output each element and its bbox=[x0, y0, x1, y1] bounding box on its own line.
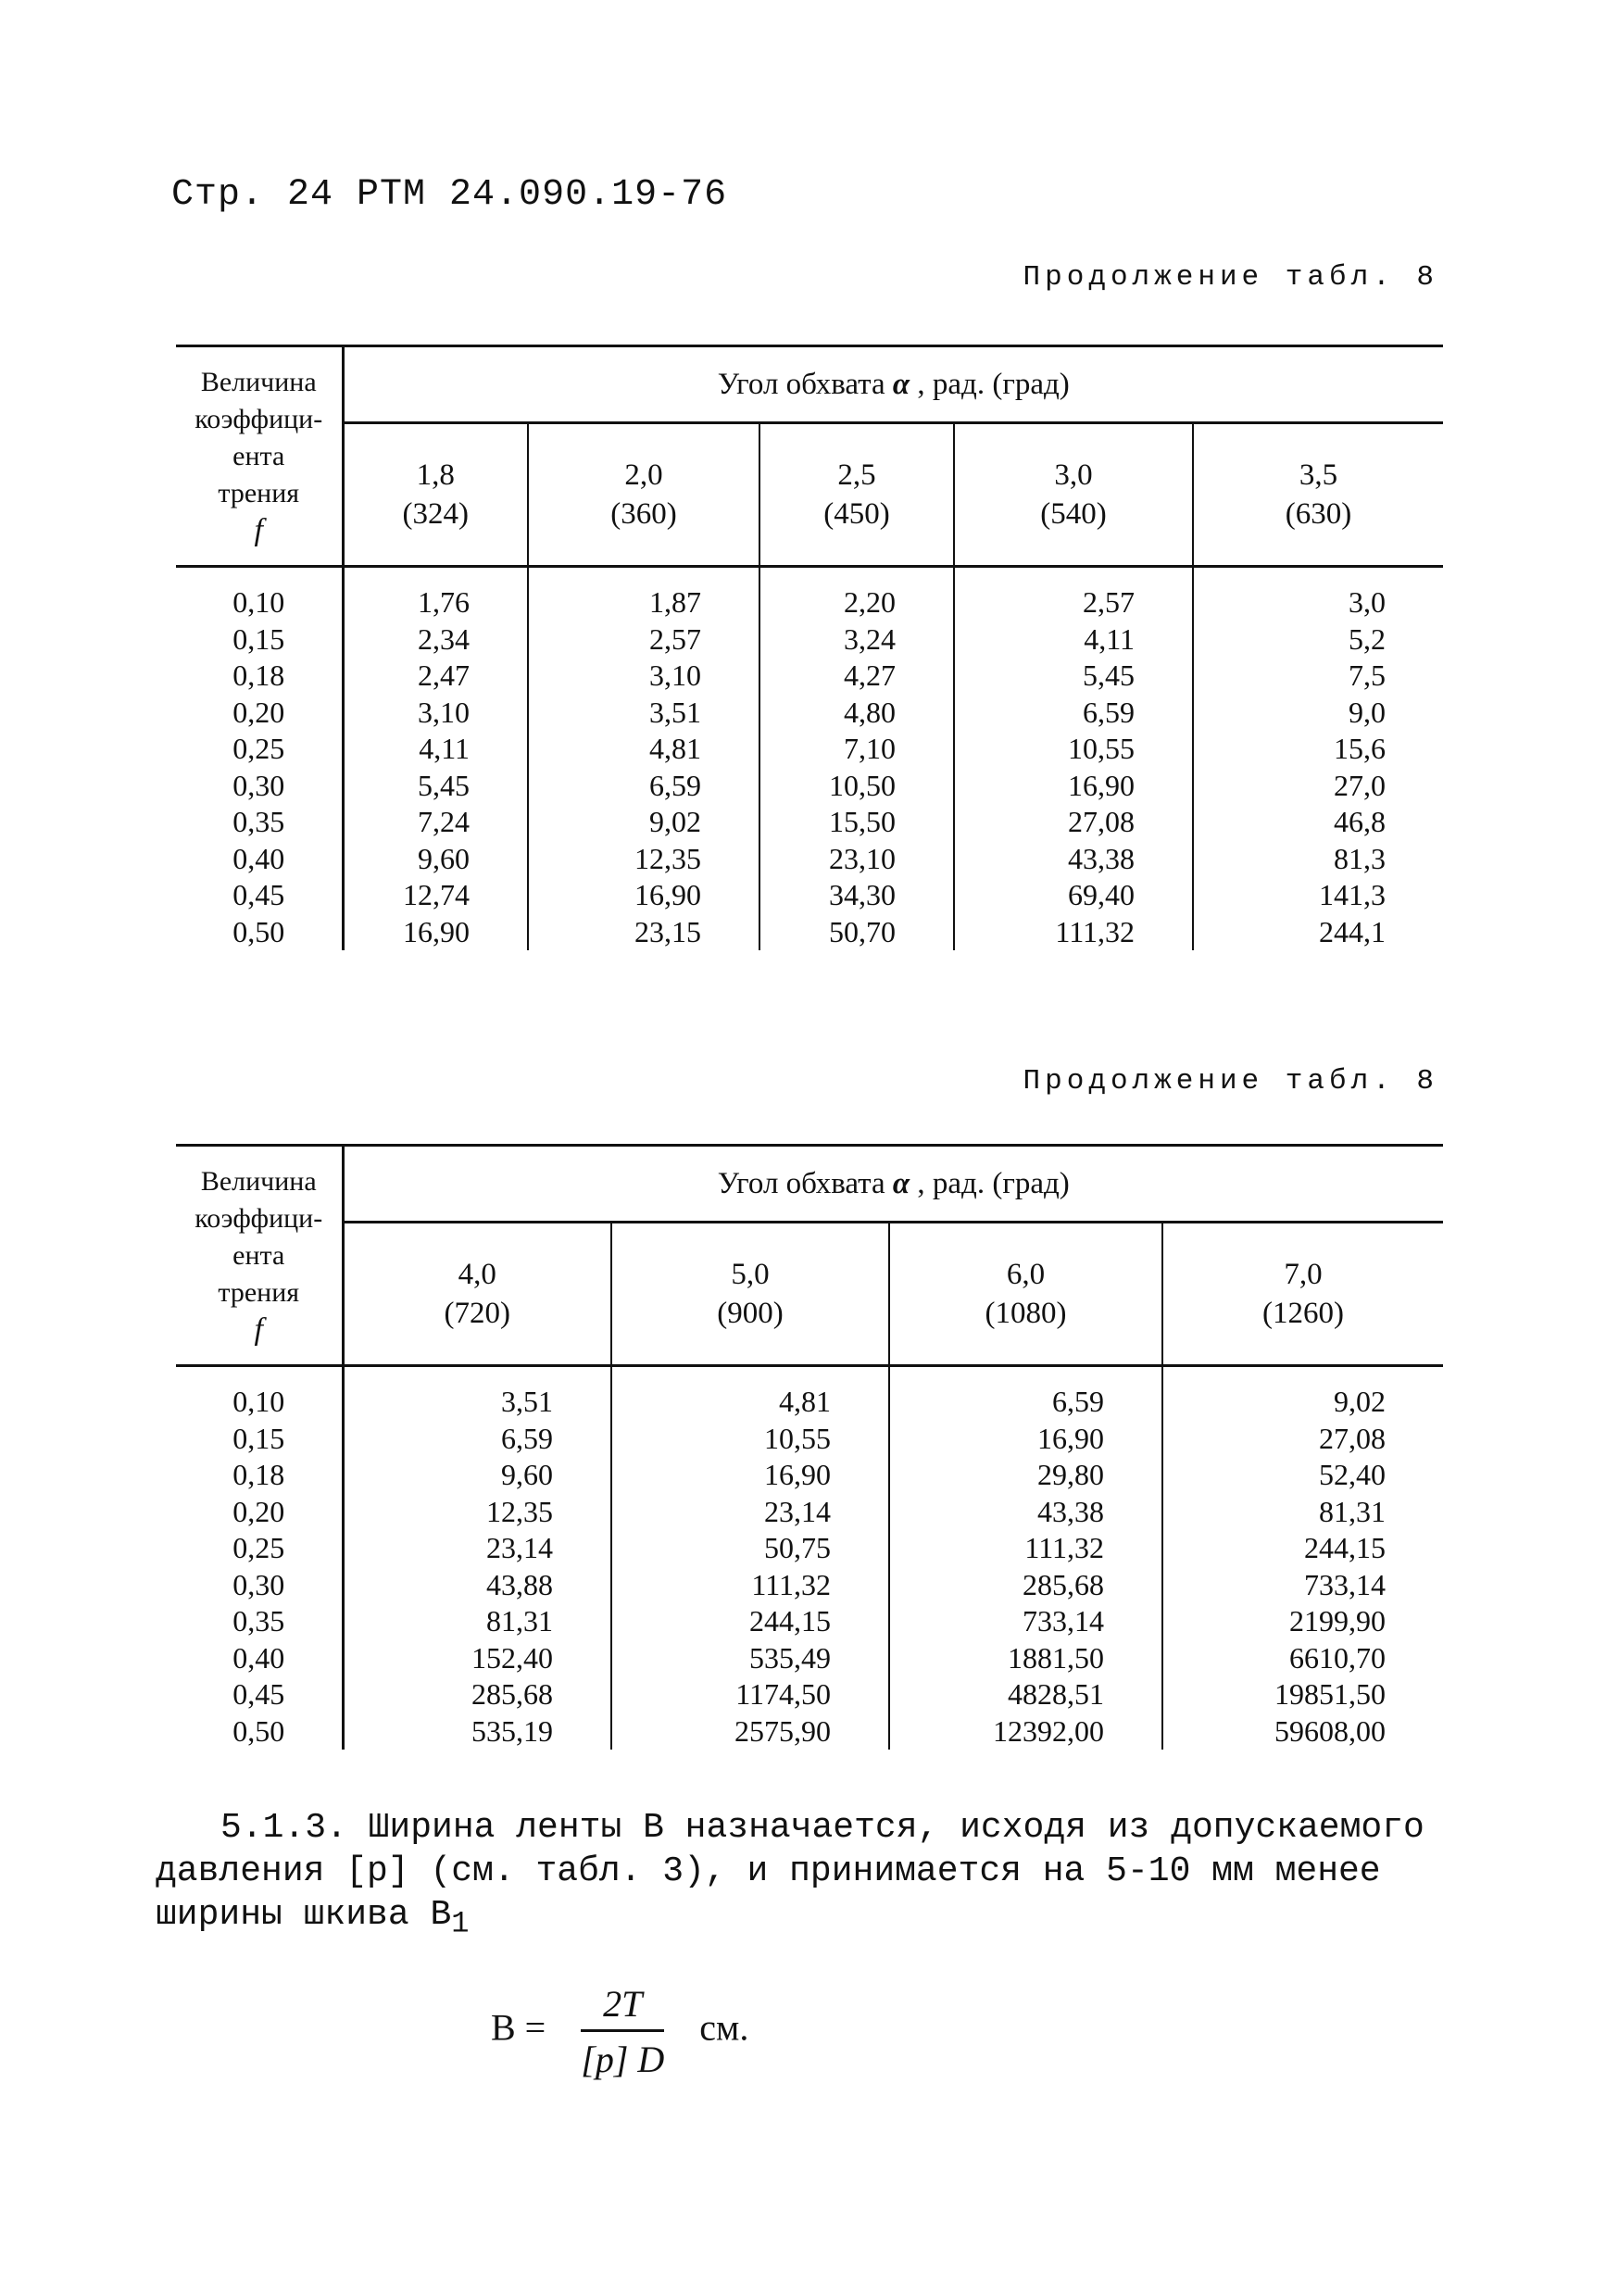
table-cell-value: 9,02 bbox=[649, 805, 701, 838]
table-cell-value: 23,10 bbox=[829, 841, 896, 875]
table-cell-value: 2,57 bbox=[1083, 585, 1135, 619]
table-cell-value: 15,50 bbox=[829, 805, 896, 838]
table1-f-column bbox=[176, 567, 343, 951]
table-cell-value: 50,75 bbox=[764, 1531, 831, 1564]
table-cell-value: 10,50 bbox=[829, 768, 896, 802]
table-cell-value: 15,6 bbox=[1334, 732, 1386, 765]
table1-col-header bbox=[759, 423, 954, 567]
table1-title bbox=[343, 346, 1443, 423]
table-cell-value: 3,51 bbox=[501, 1385, 553, 1418]
table1-caption: Продолжение табл. 8 bbox=[1023, 261, 1438, 294]
table-cell-value: 7,5 bbox=[1349, 659, 1386, 692]
table-cell-value: 23,15 bbox=[634, 914, 701, 948]
table-cell-value: 52,40 bbox=[1319, 1458, 1386, 1491]
table-cell-value: 50,70 bbox=[829, 914, 896, 948]
rad-value: 4,0 bbox=[458, 1258, 496, 1291]
table-cell-value: 0,20 bbox=[232, 695, 285, 729]
deg-value: (720) bbox=[444, 1297, 510, 1330]
table-cell-value: 23,14 bbox=[486, 1531, 553, 1564]
table2-data-column bbox=[1162, 1366, 1443, 1750]
table-cell-value: 10,55 bbox=[764, 1421, 831, 1455]
table-cell-value: 6,59 bbox=[649, 768, 701, 802]
rad-value: 2,5 bbox=[837, 458, 876, 492]
table-cell-value: 69,40 bbox=[1068, 878, 1135, 911]
table2-col-header bbox=[611, 1223, 889, 1366]
friction-symbol: f bbox=[254, 1312, 263, 1347]
table-cell-value: 81,31 bbox=[486, 1604, 553, 1637]
rad-value: 7,0 bbox=[1284, 1258, 1323, 1291]
table-cell-value: 6,59 bbox=[1052, 1385, 1104, 1418]
table-cell-value: 16,90 bbox=[1037, 1421, 1104, 1455]
table-cell-value: 12,35 bbox=[634, 841, 701, 875]
table-cell-value: 16,90 bbox=[764, 1458, 831, 1491]
table-cell-value: 111,32 bbox=[1055, 914, 1135, 948]
table-cell-value: 9,60 bbox=[501, 1458, 553, 1491]
width-formula bbox=[491, 1982, 748, 2081]
corner-line: ента bbox=[232, 1240, 285, 1271]
table-cell-value: 34,30 bbox=[829, 878, 896, 911]
table1-corner-header bbox=[176, 346, 343, 567]
paragraph-line: давления [p] (см. табл. 3), и принимается на 5-10 мм менее bbox=[156, 1851, 1381, 1891]
deg-value: (1260) bbox=[1262, 1297, 1344, 1330]
table-cell-value: 244,15 bbox=[1304, 1531, 1386, 1564]
table-cell-value: 27,08 bbox=[1068, 805, 1135, 838]
table-cell-value: 0,18 bbox=[232, 659, 285, 692]
deg-value: (450) bbox=[823, 497, 890, 531]
table2-col-header bbox=[343, 1223, 611, 1366]
table-cell-value: 4,80 bbox=[844, 695, 896, 729]
corner-line: Величина bbox=[200, 1166, 317, 1197]
deg-value: (360) bbox=[610, 497, 677, 531]
table-cell-value: 0,30 bbox=[232, 768, 285, 802]
formula-fraction bbox=[581, 1982, 664, 2081]
table-cell-value: 4,11 bbox=[419, 732, 470, 765]
deg-value: (324) bbox=[402, 497, 469, 531]
table-cell-value: 4,11 bbox=[1084, 621, 1135, 656]
table-cell-value: 0,10 bbox=[232, 585, 285, 619]
table-cell-value: 6,59 bbox=[501, 1421, 553, 1455]
rad-value: 3,0 bbox=[1054, 458, 1093, 492]
table-cell-value: 1,87 bbox=[649, 585, 701, 619]
table-cell-value: 2,20 bbox=[844, 585, 896, 619]
table-cell-value: 43,88 bbox=[486, 1567, 553, 1601]
table-cell-value: 16,90 bbox=[403, 914, 470, 948]
table-cell-value: 12,35 bbox=[486, 1494, 553, 1528]
corner-line: Величина bbox=[200, 367, 317, 397]
table-cell-value: 43,38 bbox=[1037, 1494, 1104, 1528]
table-cell-value: 3,51 bbox=[649, 695, 701, 729]
table-cell-value: 23,14 bbox=[764, 1494, 831, 1528]
table-cell-value: 0,40 bbox=[232, 841, 285, 875]
table-cell-value: 0,15 bbox=[232, 1421, 285, 1455]
table-cell-value: 29,80 bbox=[1037, 1458, 1104, 1491]
deg-value: (900) bbox=[717, 1297, 784, 1330]
table-cell-value: 9,60 bbox=[418, 841, 470, 875]
title-suffix: , рад. (град) bbox=[917, 367, 1070, 401]
table1-data-column bbox=[343, 567, 528, 951]
table-cell-value: 6,59 bbox=[1083, 695, 1135, 729]
table2-caption: Продолжение табл. 8 bbox=[1023, 1065, 1438, 1098]
table-cell-value: 5,45 bbox=[1083, 659, 1135, 692]
table-cell-value: 0,45 bbox=[232, 1677, 285, 1711]
deg-value: (540) bbox=[1040, 497, 1107, 531]
table-cell-value: 285,68 bbox=[471, 1677, 553, 1711]
table1-data-column bbox=[954, 567, 1193, 951]
formula-denominator: [p] D bbox=[581, 2039, 665, 2080]
deg-value: (1080) bbox=[985, 1297, 1067, 1330]
deg-value: (630) bbox=[1285, 497, 1352, 531]
table-cell-value: 0,20 bbox=[232, 1494, 285, 1528]
table-cell-value: 111,32 bbox=[1024, 1531, 1104, 1564]
table2-data-column bbox=[611, 1366, 889, 1750]
table-cell-value: 16,90 bbox=[634, 878, 701, 911]
table-cell-value: 2,34 bbox=[418, 621, 470, 656]
title-suffix: , рад. (град) bbox=[917, 1166, 1070, 1200]
table-cell-value: 0,45 bbox=[232, 878, 285, 911]
table-cell-value: 5,45 bbox=[418, 768, 470, 802]
table-cell-value: 0,15 bbox=[232, 621, 285, 656]
table1-data-column bbox=[1193, 567, 1443, 951]
alpha-symbol: α bbox=[892, 1166, 910, 1200]
table-cell-value: 9,0 bbox=[1349, 695, 1386, 729]
table-cell-value: 19851,50 bbox=[1274, 1677, 1386, 1711]
table-cell-value: 111,32 bbox=[751, 1567, 831, 1601]
table-cell-value: 4,81 bbox=[649, 732, 701, 765]
table-cell-value: 12392,00 bbox=[993, 1713, 1104, 1748]
table-cell-value: 1174,50 bbox=[735, 1677, 831, 1711]
table-cell-value: 81,3 bbox=[1334, 841, 1386, 875]
table-cell-value: 1,76 bbox=[418, 585, 470, 619]
table-cell-value: 3,10 bbox=[649, 659, 701, 692]
table-cell-value: 2,57 bbox=[649, 621, 701, 656]
table-cell-value: 3,0 bbox=[1349, 585, 1386, 619]
table-cell-value: 0,18 bbox=[232, 1458, 285, 1491]
table-cell-value: 535,49 bbox=[749, 1640, 831, 1675]
table-cell-value: 12,74 bbox=[403, 878, 470, 911]
table-cell-value: 0,35 bbox=[232, 1604, 285, 1637]
rad-value: 6,0 bbox=[1006, 1258, 1046, 1291]
corner-line: трения bbox=[218, 478, 300, 508]
table-cell-value: 2,47 bbox=[418, 659, 470, 692]
table-cell-value: 733,14 bbox=[1304, 1567, 1386, 1601]
table-cell-value: 285,68 bbox=[1023, 1567, 1104, 1601]
table-cell-value: 0,50 bbox=[232, 914, 285, 948]
table-cell-value: 16,90 bbox=[1068, 768, 1135, 802]
table-cell-value: 0,50 bbox=[232, 1713, 285, 1748]
table-cell-value: 2199,90 bbox=[1289, 1604, 1386, 1637]
table2-corner-header bbox=[176, 1146, 343, 1366]
table2-col-header bbox=[1162, 1223, 1443, 1366]
table-cell-value: 5,2 bbox=[1349, 621, 1386, 656]
table-cell-value: 6610,70 bbox=[1289, 1640, 1386, 1675]
table-cell-value: 7,24 bbox=[418, 805, 470, 838]
friction-symbol: f bbox=[254, 513, 263, 547]
paragraph-line: 5.1.3. Ширина ленты В назначается, исходя из допускаемого bbox=[220, 1808, 1424, 1848]
rad-value: 2,0 bbox=[624, 458, 663, 492]
table-cell-value: 0,25 bbox=[232, 732, 285, 765]
table2-data-column bbox=[343, 1366, 611, 1750]
table-cell-value: 152,40 bbox=[471, 1640, 553, 1675]
table-cell-value: 0,10 bbox=[232, 1385, 285, 1418]
table1-data-column bbox=[759, 567, 954, 951]
paragraph-line-text: ширины шкива В bbox=[156, 1895, 452, 1935]
table-cell-value: 4,27 bbox=[844, 659, 896, 692]
table-cell-value: 2575,90 bbox=[734, 1713, 831, 1748]
table2-data-column bbox=[889, 1366, 1162, 1750]
table1-col-header bbox=[1193, 423, 1443, 567]
table-cell-value: 81,31 bbox=[1319, 1494, 1386, 1528]
alpha-symbol: α bbox=[892, 367, 910, 401]
title-prefix: Угол обхвата bbox=[717, 1166, 885, 1200]
rad-value: 3,5 bbox=[1299, 458, 1338, 492]
table-cell-value: 733,14 bbox=[1023, 1604, 1104, 1637]
table-cell-value: 141,3 bbox=[1319, 878, 1386, 911]
table1 bbox=[176, 345, 1443, 950]
table-cell-value: 4,81 bbox=[779, 1385, 831, 1418]
table1-col-header bbox=[528, 423, 759, 567]
table-cell-value: 4828,51 bbox=[1008, 1677, 1104, 1711]
corner-line: трения bbox=[218, 1277, 300, 1308]
table-cell-value: 244,15 bbox=[749, 1604, 831, 1637]
table1-col-header bbox=[954, 423, 1193, 567]
subscript: 1 bbox=[451, 1906, 470, 1941]
formula-unit: см. bbox=[699, 2006, 749, 2049]
table-cell-value: 0,25 bbox=[232, 1531, 285, 1564]
corner-line: коэффици- bbox=[195, 404, 323, 434]
clause-5-1-3 bbox=[156, 1806, 1462, 1946]
table-cell-value: 1881,50 bbox=[1008, 1640, 1104, 1675]
table-cell-value: 3,24 bbox=[844, 621, 896, 656]
table2-f-column bbox=[176, 1366, 343, 1750]
table-cell-value: 244,1 bbox=[1319, 914, 1386, 948]
page-header: Стр. 24 РТМ 24.090.19-76 bbox=[171, 174, 728, 216]
title-prefix: Угол обхвата bbox=[717, 367, 885, 401]
rad-value: 5,0 bbox=[731, 1258, 770, 1291]
table-cell-value: 10,55 bbox=[1068, 732, 1135, 765]
table1-data-column bbox=[528, 567, 759, 951]
corner-line: коэффици- bbox=[195, 1203, 323, 1234]
table-cell-value: 0,40 bbox=[232, 1640, 285, 1675]
table-cell-value: 3,10 bbox=[418, 695, 470, 729]
formula-lhs: В = bbox=[491, 2006, 546, 2049]
table-cell-value: 43,38 bbox=[1068, 841, 1135, 875]
table2-col-header bbox=[889, 1223, 1162, 1366]
paragraph-line bbox=[156, 1893, 1462, 1946]
table-cell-value: 27,08 bbox=[1319, 1421, 1386, 1455]
table-cell-value: 535,19 bbox=[471, 1713, 553, 1748]
formula-numerator: 2T bbox=[581, 1982, 664, 2032]
table-cell-value: 27,0 bbox=[1334, 768, 1386, 802]
table1-col-header bbox=[343, 423, 528, 567]
table-cell-value: 59608,00 bbox=[1274, 1713, 1386, 1748]
rad-value: 1,8 bbox=[416, 458, 455, 492]
table-cell-value: 46,8 bbox=[1334, 805, 1386, 838]
table-cell-value: 7,10 bbox=[844, 732, 896, 765]
corner-line: ента bbox=[232, 441, 285, 471]
table-cell-value: 9,02 bbox=[1334, 1385, 1386, 1418]
table-cell-value: 0,30 bbox=[232, 1567, 285, 1601]
table2-title bbox=[343, 1146, 1443, 1223]
table-cell-value: 0,35 bbox=[232, 805, 285, 838]
table2 bbox=[176, 1144, 1443, 1750]
